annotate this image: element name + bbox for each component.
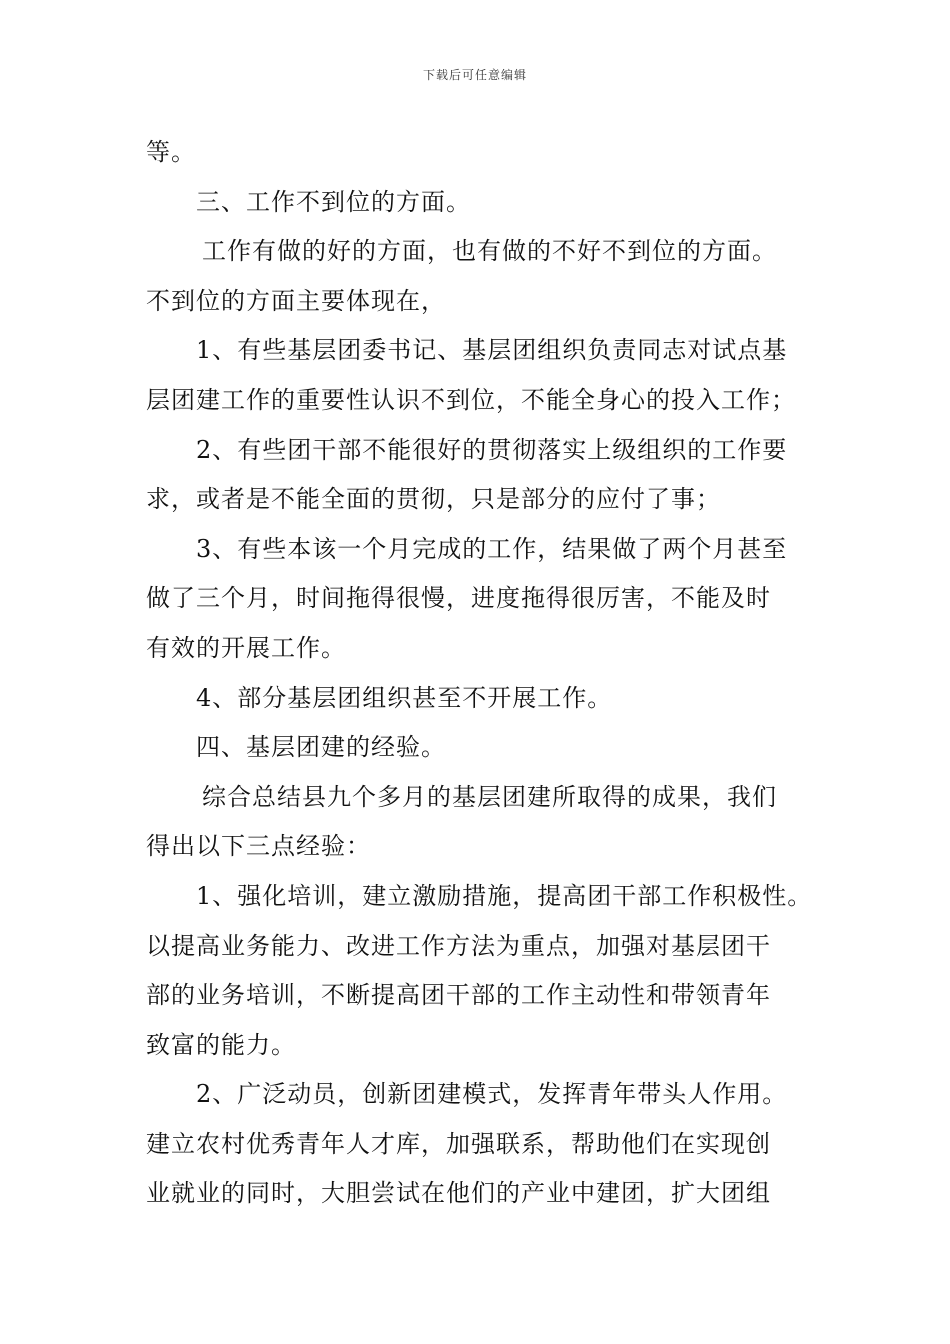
text-line: 部的业务培训，不断提高团干部的工作主动性和带领青年 — [146, 981, 771, 1010]
text-line: 建立农村优秀青年人才库，加强联系，帮助他们在实现创 — [146, 1129, 771, 1158]
list-item: 4、部分基层团组织甚至不开展工作。 — [196, 683, 613, 712]
text-line: 业就业的同时，大胆尝试在他们的产业中建团，扩大团组 — [146, 1179, 771, 1208]
text-line: 等。 — [146, 138, 196, 166]
section-heading: 四、基层团建的经验。 — [196, 733, 446, 762]
text-line: 综合总结县九个多月的基层团建所取得的成果，我们 — [202, 782, 777, 811]
text-line: 求，或者是不能全面的贯彻，只是部分的应付了事； — [146, 485, 721, 514]
text-line: 致富的能力。 — [146, 1030, 296, 1059]
section-heading: 三、工作不到位的方面。 — [196, 187, 471, 216]
text-line: 不到位的方面主要体现在， — [146, 286, 446, 315]
text-line: 有效的开展工作。 — [146, 633, 346, 662]
text-line: 层团建工作的重要性认识不到位，不能全身心的投入工作； — [146, 385, 796, 414]
list-item: 2、有些团干部不能很好的贯彻落实上级组织的工作要 — [196, 435, 788, 464]
text-line: 工作有做的好的方面，也有做的不好不到位的方面。 — [202, 237, 777, 266]
page-header: 下载后可任意编辑 — [422, 68, 527, 82]
list-item: 1、有些基层团委书记、基层团组织负责同志对试点基 — [196, 336, 788, 365]
list-item: 2、广泛动员，创新团建模式，发挥青年带头人作用。 — [196, 1080, 788, 1109]
list-item: 3、有些本该一个月完成的工作，结果做了两个月甚至 — [196, 534, 788, 563]
list-item: 1、强化培训，建立激励措施，提高团干部工作积极性。 — [196, 881, 813, 910]
body-text — [146, 128, 816, 1219]
text-line: 以提高业务能力、改进工作方法为重点，加强对基层团干 — [146, 931, 771, 960]
text-line: 得出以下三点经验： — [146, 832, 371, 861]
text-line: 做了三个月，时间拖得很慢，进度拖得很厉害，不能及时 — [146, 584, 771, 613]
